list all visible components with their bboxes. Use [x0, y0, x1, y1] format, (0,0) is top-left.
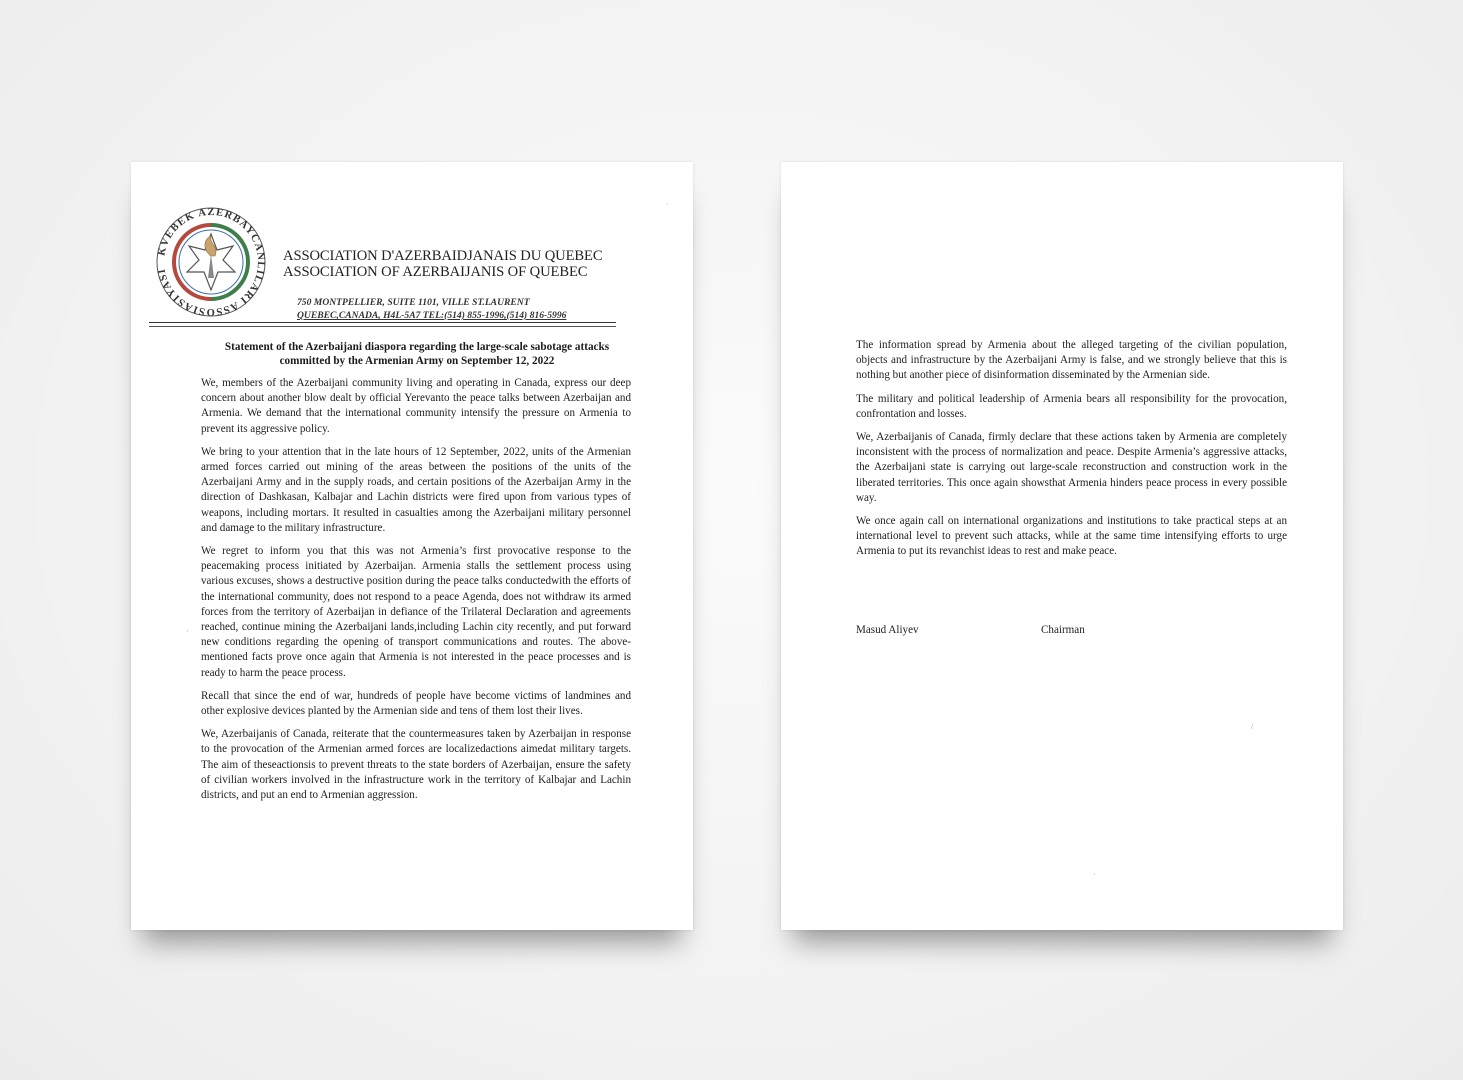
scan-speck: · [1093, 870, 1096, 879]
paragraph: We, Azerbaijanis of Canada, firmly declare that these actions taken by Armenia are completely inconsistent with the process of normalization and peace. Despite Armenia’s aggressive attacks, the Azerbaijani state is carrying out large-scale reconstruction and construction work in the liberated territories. This once again showsthat Armenia hinders peace process in every possible way. [856, 431, 1287, 504]
scan-speck: / [1251, 722, 1254, 731]
paragraph: We regret to inform you that this was not Armenia’s first provocative response to the peacemaking process initiated by Azerbaijan. Armenia stalls the settlement process using various excuses, shows a destructive position during the peace talks conductedwith the efforts of the international community, does not respond to a peace Agenda, does not withdraw its armed forces from the territory of Azerbaijan in defiance of the Trilateral Declaration and agreements reached, continue mining the Azerbaijani lands,including Lachin city recently, and put forward new conditions regarding the opening of transport communications and routes. The above-mentioned facts prove once again that Armenia is not interested in the peace processes and is ready to harm the peace process. [201, 545, 631, 679]
letterhead-address [297, 296, 566, 322]
statement-title: Statement of the Azerbaijani diaspora regarding the large-scale sabotage attacks committed by the Armenian Army on September 12, 2022 [224, 341, 610, 368]
paragraph: We, members of the Azerbaijani community living and operating in Canada, express our deep concern about another blow dealt by official Yerevanto the peace talks between Azerbaijan and Armenia. We demand that the international community intensify the pressure on Armenia to prevent its aggressive policy. [201, 377, 631, 435]
scan-speck: · [666, 200, 669, 209]
statement-body-page-2 [856, 338, 1287, 568]
statement-body-page-1 [201, 376, 631, 811]
paragraph: We, Azerbaijanis of Canada, reiterate that the countermeasures taken by Azerbaijan in response to the provocation of the Armenian armed forces are localizedactions aimedat military targets. The aim of theseactionsis to prevent threats to the state borders of Azerbaijan, ensure the safety of civilian workers involved in the infrastructure work in the territory of Kalbajar and Lachin districts, and put an end to Armenian aggression. [201, 728, 631, 802]
signatory-title: Chairman [1041, 624, 1085, 636]
letterhead-rule [149, 322, 616, 323]
paragraph: The information spread by Armenia about the alleged targeting of the civilian population, objects and infrastructure by the Azerbaijani Army is false, and we strongly believe that this is nothing but another piece of disinformation disseminated by the Armenian side. [856, 339, 1287, 382]
document-page-2 [781, 162, 1343, 930]
address-line-1: 750 MONTPELLIER, SUITE 1101, VILLE ST.LAURENT [297, 297, 530, 308]
association-seal-logo [155, 206, 267, 318]
org-name-french: ASSOCIATION D'AZERBAIDJANAIS DU QUEBEC [283, 248, 603, 264]
organization-names [283, 248, 603, 280]
letterhead-rule-secondary [149, 326, 616, 327]
paragraph: We bring to your attention that in the late hours of 12 September, 2022, units of the Armenian armed forces carried out mining of the areas between the positions of the units of the Azerbaijani Army and in the supply roads, and certain positions of the Azerbaijan Army in the direction of Dashkasan, Kalbajar and Lachin districts were fired upon from various types of weapons, including mortars. It resulted in casualties among the Azerbaijani military personnel and damage to the military infrastructure. [201, 445, 631, 534]
signatory-name: Masud Aliyev [856, 624, 919, 636]
svg-text:KVEBEK AZERBAYCANLILARI ASSOSI: KVEBEK AZERBAYCANLILARI ASSOSIASIYASI [156, 206, 267, 318]
paragraph: Recall that since the end of war, hundreds of people have become victims of landmines and other explosive devices planted by the Armenian side and tens of them lost their lives. [201, 689, 631, 718]
scan-speck: · [186, 627, 189, 636]
paragraph: The military and political leadership of Armenia bears all responsibility for the provocation, confrontation and losses. [856, 392, 1287, 420]
address-line-2: QUEBEC,CANADA, H4L-5A7 TEL:(514) 855-1996,(514) 816-5996 [297, 310, 567, 321]
document-page-1 [131, 162, 693, 930]
org-name-english: ASSOCIATION OF AZERBAIJANIS OF QUEBEC [283, 264, 588, 280]
paragraph: We once again call on international organizations and institutions to take practical steps at an international level to prevent such attacks, while at the same time intensifying efforts to urge Armenia to put its revanchist ideas to rest and make peace. [856, 515, 1287, 558]
